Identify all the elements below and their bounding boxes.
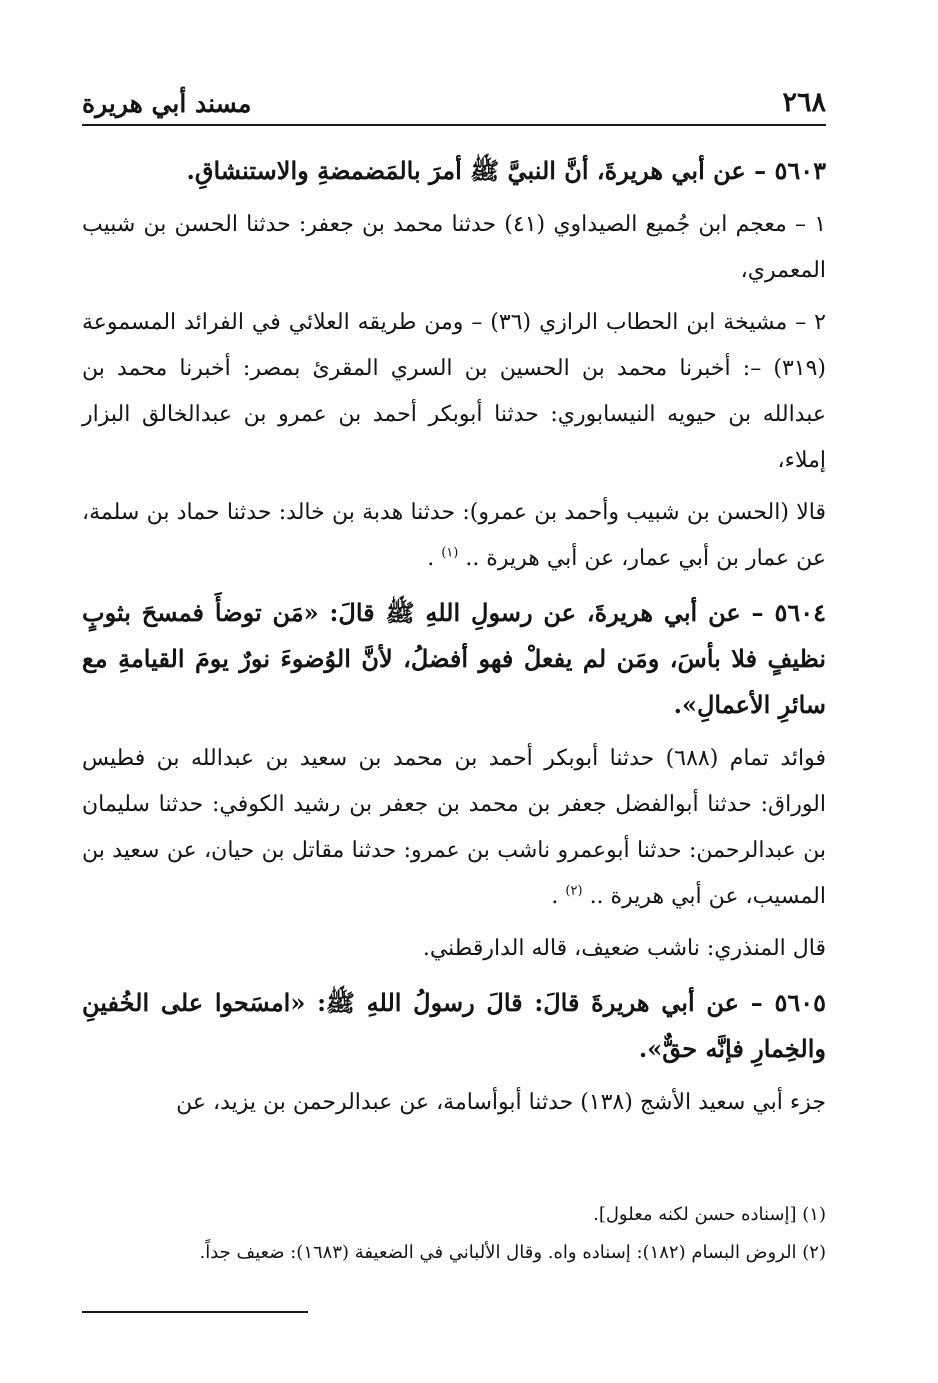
header-rule [82, 124, 826, 126]
source-paragraph: ١ – معجم ابن جُميع الصيداوي (٤١) حدثنا محمد بن جعفر: حدثنا الحسن بن شبيب المعمري، [82, 212, 827, 283]
source-paragraph: قالا (الحسن بن شبيب وأحمد بن عمرو): حدثنا هدبة بن خالد: حدثنا حماد بن سلمة، عن عمار بن أبي عمار، عن أبي هريرة .. $^{(١)}$ . [82, 500, 826, 571]
source-paragraph: فوائد تمام (٦٨٨) حدثنا أبوبكر أحمد بن محمد بن سعيد بن عبدالله بن فطيس الوراق: حدثنا أبوالفضل جعفر بن محمد بن جعفر بن رشيد الكوفي: حدثنا سليمان بن عبدالرحمن: حدثنا أبوعمرو ناشب بن عمرو: حدثنا مقاتل بن حيان، عن سعيد بن المسيب، عن أبي هريرة .. $^{(٢)}$ . [82, 746, 826, 909]
footnote-rule [82, 1311, 308, 1313]
hadith-text: – عن أبي هريرةَ قالَ: قالَ رسولُ اللهِ ﷺ: «امسَحوا على الخُفينِ والخِمارِ فإنَّه حقٌّ». [82, 988, 826, 1063]
page-header [82, 72, 826, 116]
footnote-2: (٢) الروض البسام (١٨٢): إسناده واه. وقال الألباني في الضعيفة (١٦٨٣): ضعيف جداً. [199, 1242, 826, 1263]
running-title: مسند أبي هريرة [82, 89, 252, 118]
source-text: فوائد تمام (٦٨٨) حدثنا أبوبكر أحمد بن محمد بن سعيد بن عبدالله بن فطيس الوراق: حدثنا أبوالفضل جعفر بن محمد بن جعفر بن رشيد الكوفي: حدثنا سليمان بن عبدالرحمن: حدثنا أبوعمرو ناشب بن عمرو: حدثنا مقاتل بن حيان، عن سعيد بن المسيب، عن أبي هريرة .. [82, 746, 826, 909]
hadith-number: ٥٦٠٤ [774, 598, 826, 627]
hadith-5604 [82, 590, 826, 728]
source-text: قالا (الحسن بن شبيب وأحمد بن عمرو): حدثنا هدبة بن خالد: حدثنا حماد بن سلمة، عن عمار بن أبي عمار، عن أبي هريرة .. [82, 500, 826, 571]
source-paragraph: ٢ – مشيخة ابن الحطاب الرازي (٣٦) – ومن طريقه العلائي في الفرائد المسموعة (٣١٩) –: أخبرنا محمد بن الحسين بن السري المقرئ بمصر: أخبرنا محمد بن عبدالله بن حيويه النيسابوري: حدثنا أبوبكر أحمد بن عمرو بن عبدالخالق البزار إملاء، [82, 310, 826, 473]
source-paragraph: قال المنذري: ناشب ضعيف، قاله الدارقطني. [422, 936, 826, 961]
footnote-ref: (١) [441, 545, 459, 561]
source-paragraph: جزء أبي سعيد الأشج (١٣٨) حدثنا أبوأسامة، عن عبدالرحمن بن يزيد، عن [176, 1090, 826, 1115]
footnotes [82, 1196, 826, 1272]
footnote-ref: (٢) [565, 883, 583, 899]
hadith-5603 [82, 148, 826, 194]
hadith-text: – عن أبي هريرةَ، عن رسولِ اللهِ ﷺ قالَ: «مَن توضأَ فمسحَ بثوبٍ نظيفٍ فلا بأسَ، ومَن لم يفعلْ فهو أفضلُ، لأنَّ الوُضوءَ نورٌ يومَ القيامةِ مع سائرِ الأعمالِ». [82, 598, 827, 719]
footnote-1: (١) [إسناده حسن لكنه معلول]. [593, 1204, 826, 1225]
hadith-number: ٥٦٠٣ [774, 156, 826, 185]
hadith-text: – عن أبي هريرةَ، أنَّ النبيَّ ﷺ أمرَ بالمَضمضةِ والاستنشاقِ. [186, 156, 775, 185]
page-number: ٢٦٨ [782, 87, 826, 118]
hadith-5605 [82, 980, 826, 1072]
main-text [82, 140, 826, 1132]
hadith-number: ٥٦٠٥ [774, 988, 826, 1017]
